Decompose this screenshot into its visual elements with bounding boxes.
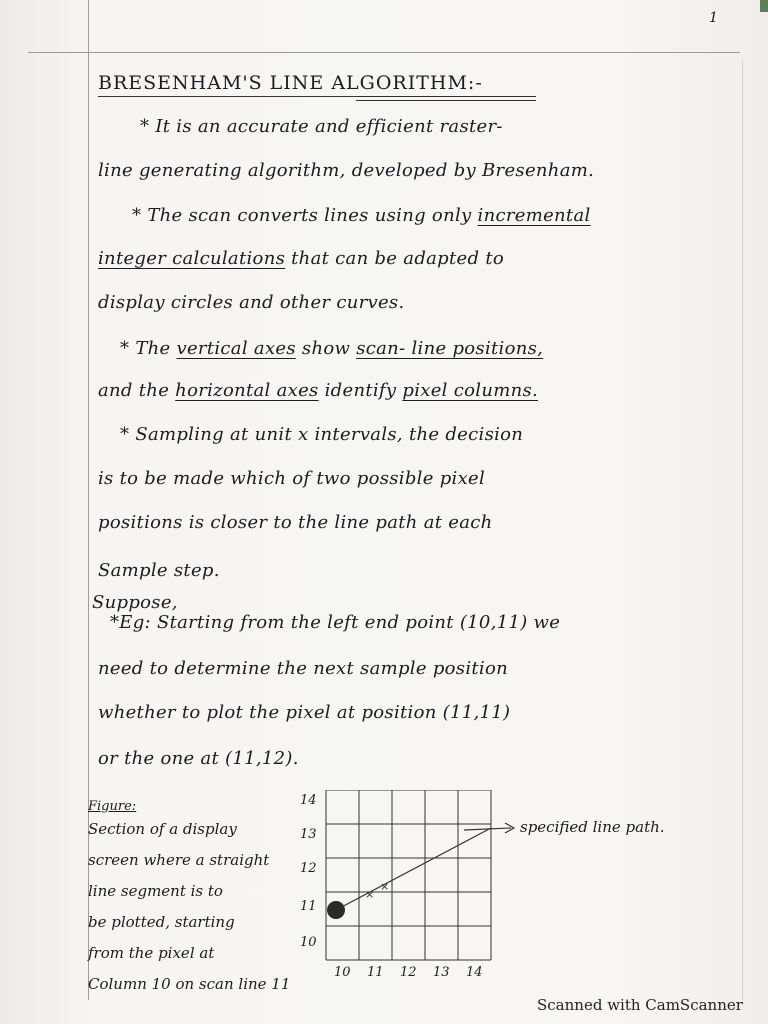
heading-underline-2: [356, 100, 536, 101]
note-line: [132, 205, 768, 226]
note-text: show: [295, 338, 357, 359]
underlined-term: incremental: [477, 205, 591, 226]
note-line: [98, 160, 748, 181]
underlined-term: horizontal axes: [175, 380, 319, 401]
note-line: [92, 592, 742, 613]
pixel-grid-figure: [296, 790, 736, 990]
note-line: [120, 424, 768, 445]
note-text: is to be made which of two possible pixel: [98, 468, 486, 489]
note-text: need to determine the next sample position: [98, 658, 509, 679]
note-line: [98, 292, 748, 313]
note-text: * The: [120, 338, 177, 359]
note-text: * The scan converts lines using only: [132, 205, 478, 226]
underlined-term: pixel columns.: [402, 380, 539, 401]
note-text: Suppose,: [92, 592, 178, 613]
scanner-watermark: Scanned with CamScanner: [537, 996, 743, 1014]
sample-cross-mark: ×: [365, 888, 375, 901]
underlined-term: scan- line positions,: [356, 338, 544, 359]
sample-cross-mark: ×: [380, 880, 390, 893]
note-line: [98, 748, 748, 769]
caption-line: be plotted, starting: [88, 913, 235, 931]
note-text: positions is closer to the line path at each: [98, 512, 493, 533]
y-tick-label: 11: [300, 899, 317, 914]
underlined-term: integer calculations: [98, 248, 286, 269]
note-line: [98, 468, 748, 489]
page-edge: [760, 0, 768, 12]
y-tick-label: 14: [300, 793, 317, 808]
caption-line: line segment is to: [88, 882, 223, 900]
note-text: * It is an accurate and efficient raster-: [140, 116, 503, 137]
note-line: [120, 338, 768, 359]
note-line: [98, 702, 748, 723]
figure-caption-title: Figure:: [88, 799, 137, 814]
note-line: [98, 658, 748, 679]
note-text: whether to plot the pixel at position (11,11): [98, 702, 511, 723]
page-number: 1: [709, 10, 718, 26]
top-rule: [28, 52, 740, 53]
figure-caption: [88, 800, 328, 1000]
figure-caption-text: [88, 814, 328, 1000]
caption-line: Section of a display: [88, 820, 237, 838]
note-line: [98, 380, 748, 401]
note-text: display circles and other curves.: [98, 292, 405, 313]
note-text: * Sampling at unit x intervals, the decision: [120, 424, 524, 445]
caption-line: Column 10 on scan line 11: [88, 975, 291, 993]
line-path-label: specified line path.: [520, 818, 665, 836]
note-line: [98, 560, 748, 581]
x-tick-label: 13: [433, 965, 450, 980]
caption-line: screen where a straight: [88, 851, 270, 869]
x-tick-label: 11: [367, 965, 384, 980]
note-line: [98, 248, 748, 269]
page-heading: BRESENHAM'S LINE ALGORITHM:-: [98, 72, 483, 94]
x-tick-label: 14: [466, 965, 483, 980]
heading-underline: [98, 96, 536, 97]
note-line: [140, 116, 768, 137]
note-text: and the: [98, 380, 176, 401]
note-text: identify: [318, 380, 403, 401]
y-tick-label: 13: [300, 827, 317, 842]
note-text: that can be adapted to: [285, 248, 504, 269]
note-line: [98, 512, 748, 533]
x-tick-label: 12: [400, 965, 417, 980]
y-tick-label: 10: [300, 935, 317, 950]
y-tick-label: 12: [300, 861, 317, 876]
note-text: Sample step.: [98, 560, 220, 581]
note-text: or the one at (11,12).: [98, 748, 299, 769]
x-tick-label: 10: [334, 965, 351, 980]
underlined-term: vertical axes: [176, 338, 296, 359]
caption-line: from the pixel at: [88, 944, 215, 962]
note-text: *Eg: Starting from the left end point (10,11) we: [110, 612, 561, 633]
note-text: line generating algorithm, developed by Bresenham.: [98, 160, 595, 181]
note-line: [110, 612, 760, 633]
